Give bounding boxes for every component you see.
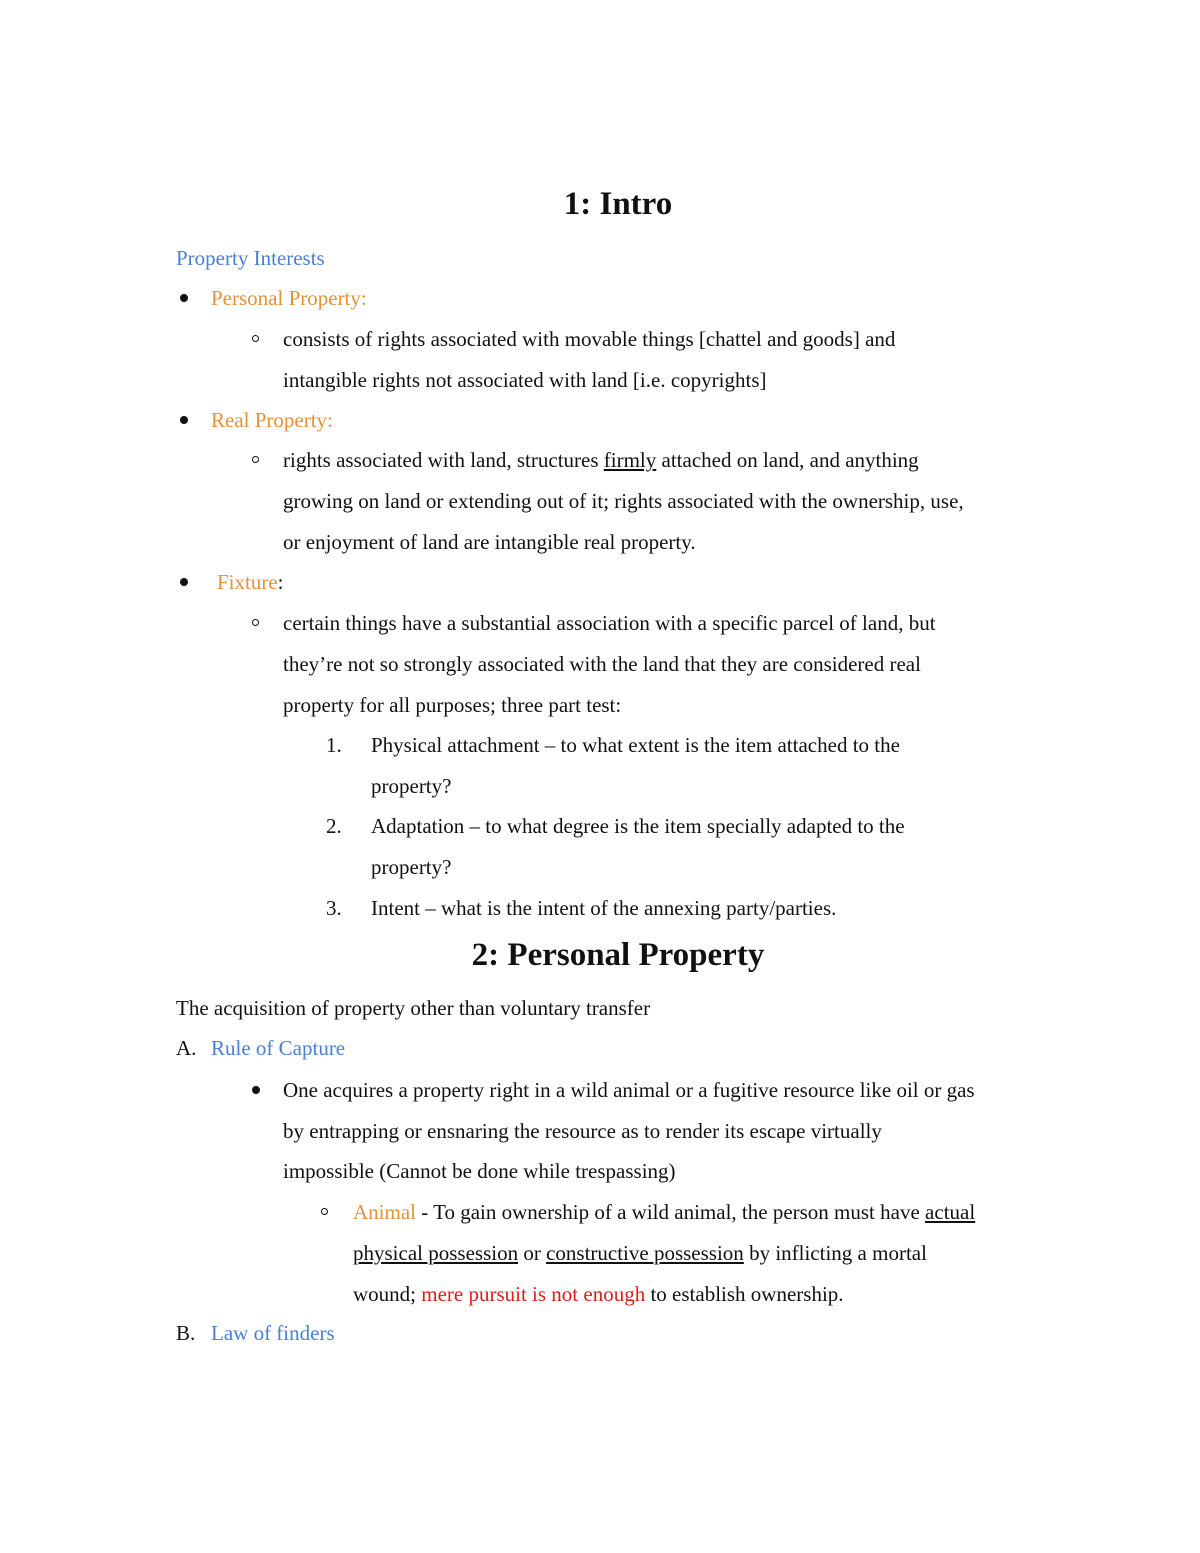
- bullet-dot: [180, 578, 188, 586]
- bullet-ring: [252, 456, 259, 463]
- text-run: attached on land, and anything: [656, 448, 919, 472]
- subheading-property-interests: Property Interests: [176, 246, 325, 270]
- bullet-ring: [321, 1208, 328, 1215]
- section-heading-personal-property: 2: Personal Property: [471, 937, 765, 973]
- topic-label-rule-of-capture: Rule of Capture: [211, 1036, 346, 1060]
- text-run: - To gain ownership of a wild animal, the person must have: [416, 1200, 926, 1224]
- label-suffix: :: [277, 570, 284, 594]
- list-number: 2.: [326, 814, 342, 838]
- detail-line: [283, 446, 919, 474]
- topic-label-law-of-finders: Law of finders: [211, 1321, 335, 1345]
- bullet-line: by entrapping or ensnaring the resource as to render its escape virtually: [283, 1119, 882, 1143]
- bullet-dot: [252, 1086, 260, 1094]
- section-heading-intro: 1: Intro: [563, 186, 673, 222]
- text-run: or: [518, 1241, 547, 1265]
- bullet-line: impossible (Cannot be done while trespassing): [283, 1159, 676, 1183]
- list-letter: B.: [176, 1321, 196, 1345]
- text-run: by inflicting a mortal: [743, 1241, 927, 1265]
- sub-line: [353, 1280, 844, 1308]
- item-label-fixture: [217, 568, 284, 596]
- bullet-ring: [252, 335, 259, 342]
- detail-line: intangible rights not associated with land [i.e. copyrights]: [283, 368, 767, 392]
- bullet-line: One acquires a property right in a wild animal or a fugitive resource like oil or gas: [283, 1078, 975, 1102]
- text-run: rights associated with land, structures: [283, 448, 604, 472]
- sub-line: [353, 1198, 975, 1226]
- item-label-real-property: Real Property:: [211, 408, 333, 432]
- bullet-dot: [180, 416, 188, 424]
- detail-line: growing on land or extending out of it; rights associated with the ownership, use,: [283, 489, 964, 513]
- section-intro: The acquisition of property other than voluntary transfer: [176, 996, 651, 1020]
- detail-line: property for all purposes; three part test:: [283, 693, 622, 717]
- test-line: property?: [371, 774, 452, 798]
- test-line: Intent – what is the intent of the annexing party/parties.: [371, 896, 837, 920]
- test-line: Adaptation – to what degree is the item specially adapted to the: [371, 814, 905, 838]
- item-label-personal-property: Personal Property:: [211, 286, 367, 310]
- fixture-label: Fixture: [217, 570, 278, 594]
- text-run: to establish ownership.: [645, 1282, 844, 1306]
- text-run: wound;: [353, 1282, 422, 1306]
- underlined-text: physical possession: [353, 1241, 519, 1265]
- underlined-text: actual: [925, 1200, 976, 1224]
- underlined-text: constructive possession: [546, 1241, 744, 1265]
- sub-line: [353, 1239, 927, 1267]
- test-line: Physical attachment – to what extent is the item attached to the: [371, 733, 900, 757]
- bullet-dot: [180, 294, 188, 302]
- list-letter: A.: [176, 1036, 197, 1060]
- emphasis-text: mere pursuit is not enough: [421, 1282, 646, 1306]
- bullet-ring: [252, 619, 259, 626]
- detail-line: they’re not so strongly associated with the land that they are considered real: [283, 652, 921, 676]
- underlined-text: firmly: [603, 448, 657, 472]
- detail-line: consists of rights associated with movable things [chattel and goods] and: [283, 327, 896, 351]
- list-number: 3.: [326, 896, 342, 920]
- test-line: property?: [371, 855, 452, 879]
- detail-line: certain things have a substantial association with a specific parcel of land, but: [283, 611, 936, 635]
- sub-label-animal: Animal: [353, 1200, 416, 1224]
- list-number: 1.: [326, 733, 342, 757]
- detail-line: or enjoyment of land are intangible real property.: [283, 530, 696, 554]
